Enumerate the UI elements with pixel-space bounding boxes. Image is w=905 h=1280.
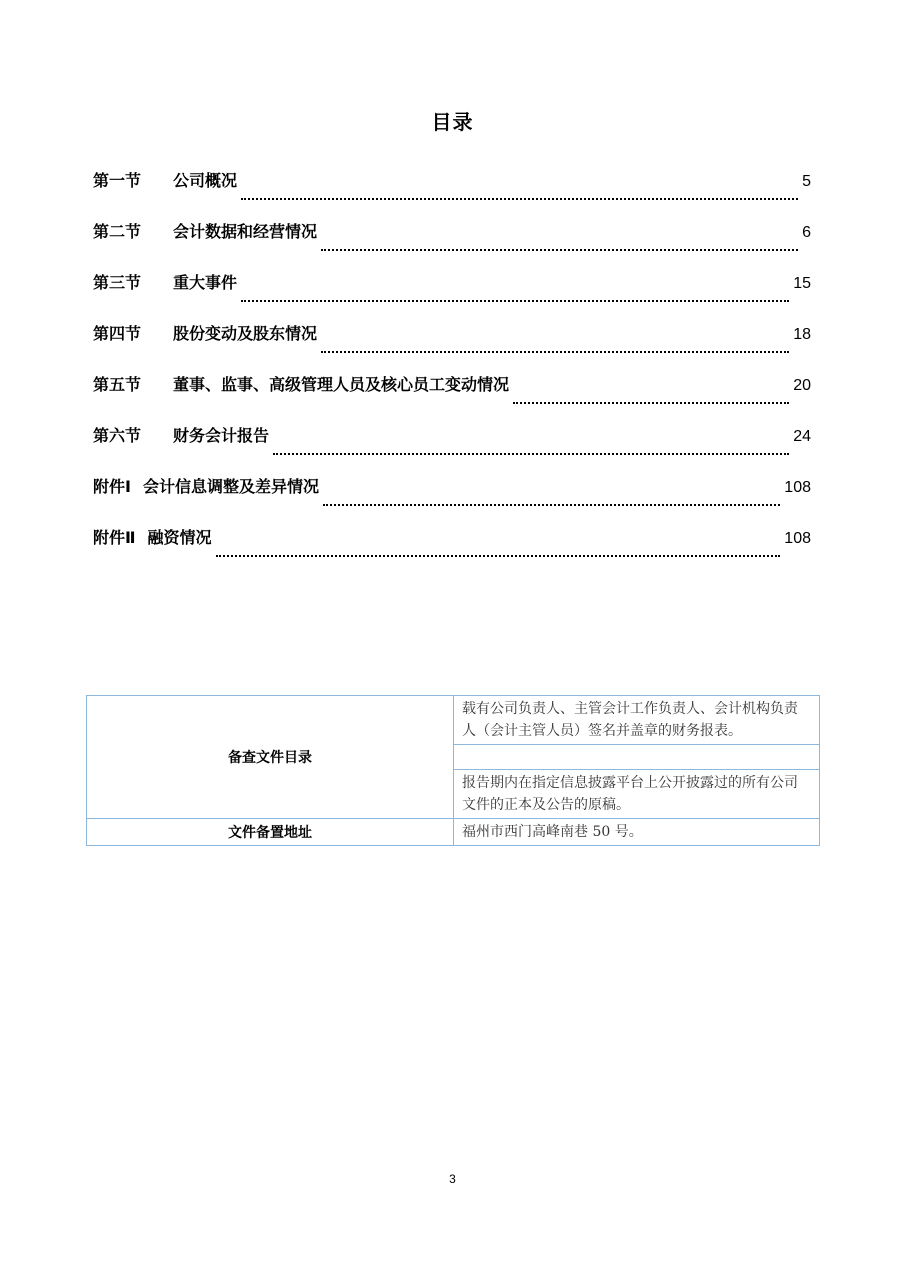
toc-section: 第三节: [93, 273, 142, 292]
catalog-label: 备查文件目录: [87, 696, 454, 819]
toc-section: 第六节: [93, 426, 142, 445]
catalog-item: 载有公司负责人、主管会计工作负责人、会计机构负责人（会计主管人员）签名并盖章的财务报表。: [454, 696, 820, 745]
toc-leader: [321, 350, 789, 353]
toc-title: 公司概况: [173, 171, 238, 190]
page-title: 目录: [431, 110, 474, 134]
toc-leader: [323, 503, 780, 506]
toc-title: 董事、监事、高级管理人员及核心员工变动情况: [173, 375, 510, 394]
toc-entry[interactable]: [93, 474, 811, 525]
toc-section: 第二节: [93, 222, 142, 241]
toc-page: 5: [802, 173, 811, 190]
toc-page: 18: [793, 326, 811, 343]
toc-entry[interactable]: [93, 219, 811, 270]
toc-leader: [216, 554, 781, 557]
toc-leader: [241, 197, 798, 200]
catalog-item: [454, 745, 820, 770]
catalog-item: 报告期内在指定信息披露平台上公开披露过的所有公司文件的正本及公告的原稿。: [454, 770, 820, 819]
toc-entry[interactable]: [93, 168, 811, 219]
toc-section: 第一节: [93, 171, 142, 190]
page-number: 3: [449, 1172, 456, 1186]
table-of-contents: [93, 168, 811, 576]
toc-entry[interactable]: [93, 525, 811, 576]
address-value: 福州市西门高峰南巷 50 号。: [454, 819, 820, 846]
table-row: [87, 696, 820, 745]
toc-section: 第四节: [93, 324, 142, 343]
toc-title: 会计数据和经营情况: [173, 222, 318, 241]
toc-title: 股份变动及股东情况: [173, 324, 318, 343]
toc-section: 附件Ⅱ: [93, 528, 136, 547]
toc-entry[interactable]: [93, 423, 811, 474]
toc-section: 附件Ⅰ: [93, 477, 131, 496]
toc-page: 20: [793, 377, 811, 394]
toc-page: 108: [784, 530, 811, 547]
toc-page: 15: [793, 275, 811, 292]
toc-leader: [321, 248, 798, 251]
toc-page: 24: [793, 428, 811, 445]
toc-page: 6: [802, 224, 811, 241]
toc-title: 融资情况: [147, 528, 212, 547]
toc-leader: [241, 299, 789, 302]
toc-entry[interactable]: [93, 321, 811, 372]
address-label: 文件备置地址: [87, 819, 454, 846]
toc-title: 重大事件: [173, 273, 238, 292]
toc-page: 108: [784, 479, 811, 496]
toc-leader: [513, 401, 789, 404]
toc-leader: [273, 452, 789, 455]
toc-title: 财务会计报告: [173, 426, 270, 445]
reference-files-table: [86, 695, 820, 846]
toc-entry[interactable]: [93, 270, 811, 321]
table-row: [87, 819, 820, 846]
toc-title: 会计信息调整及差异情况: [142, 477, 319, 496]
toc-section: 第五节: [93, 375, 142, 394]
toc-entry[interactable]: [93, 372, 811, 423]
